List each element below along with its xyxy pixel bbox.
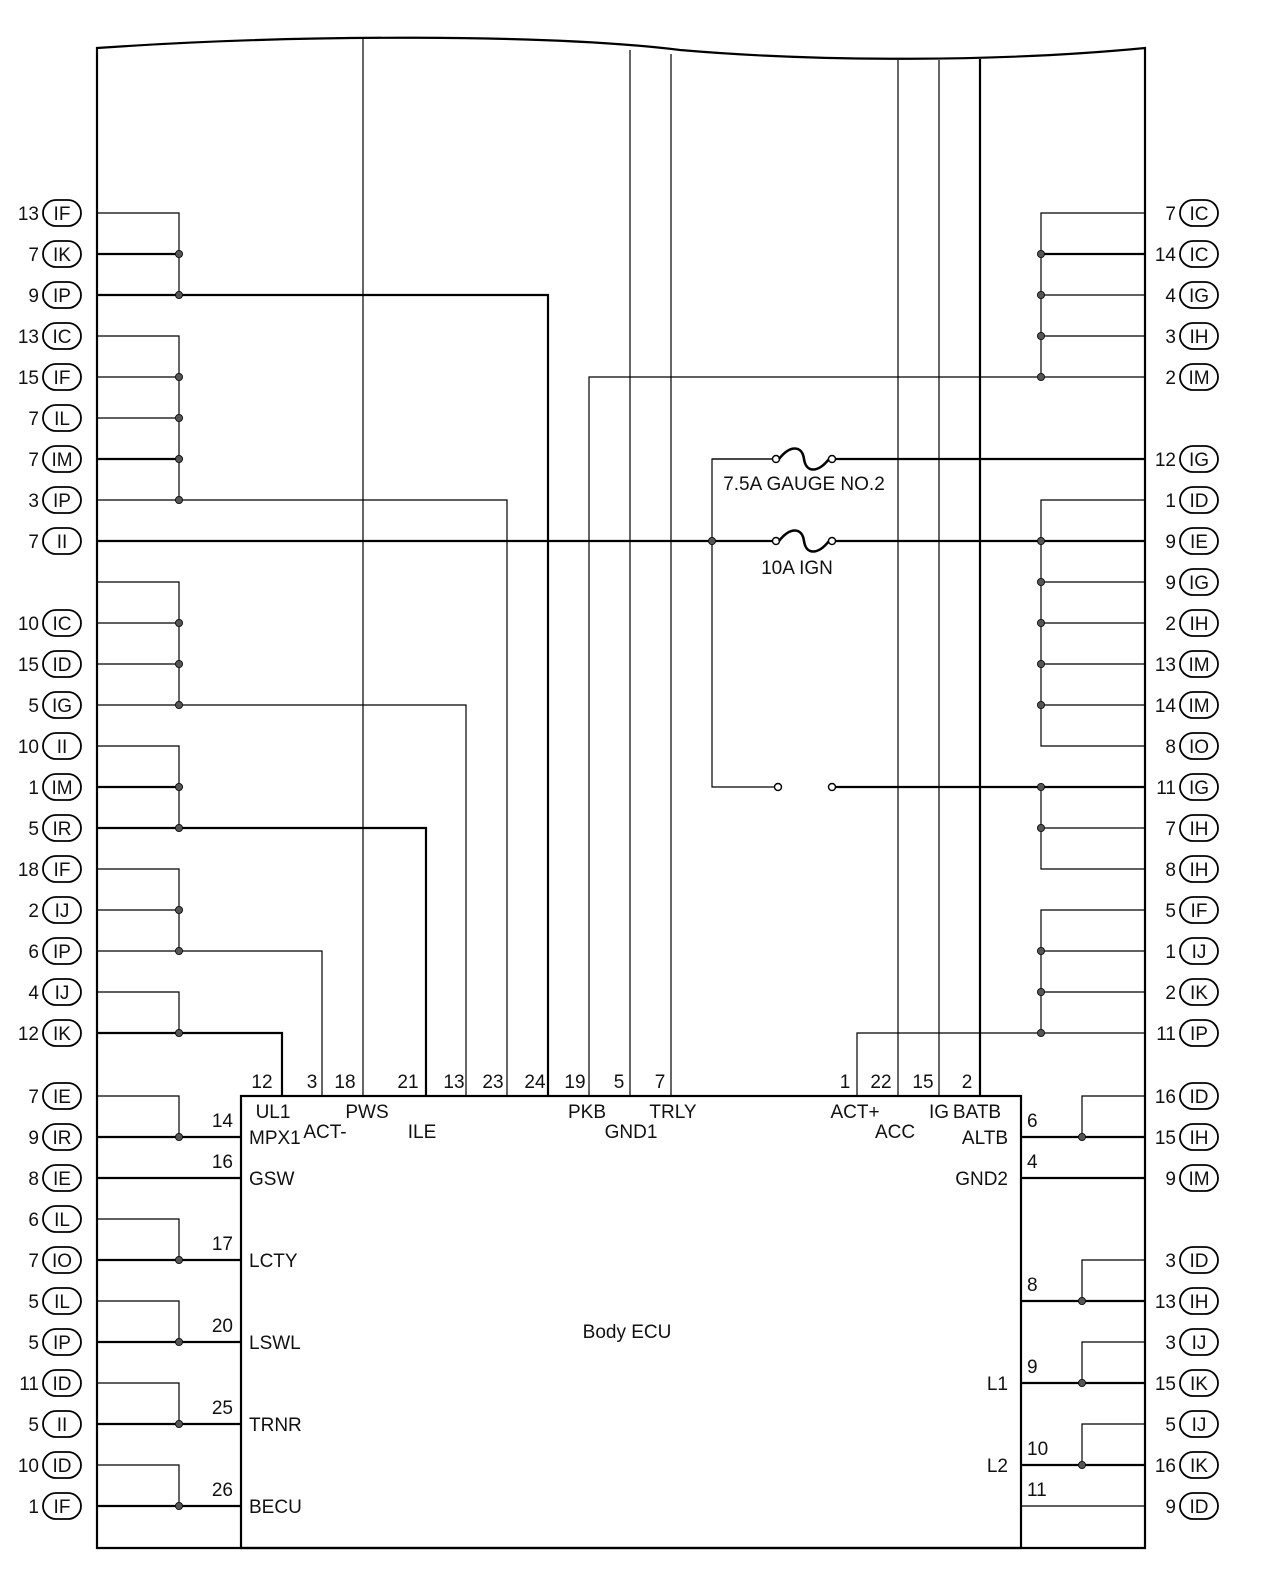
connector-right-4-IG	[1165, 282, 1218, 308]
connector-code: IP	[53, 286, 71, 307]
ecu-pin-number: 23	[482, 1072, 504, 1093]
connector-right-11-IP	[1156, 1020, 1218, 1046]
ecu-pin-name: GND1	[604, 1122, 658, 1143]
ecu-pin-number: 8	[1027, 1275, 1038, 1296]
connector-right-7-IC	[1165, 200, 1218, 226]
right-wiring	[589, 50, 1145, 1506]
fuse-gauge-label: 7.5A GAUGE NO.2	[723, 474, 885, 495]
ecu-pin-number: 5	[613, 1072, 625, 1093]
connector-code: IP	[1190, 1024, 1208, 1045]
connector-code: IC	[1189, 204, 1209, 225]
connector-pin: 9	[1165, 573, 1176, 594]
connector-right-11-IG	[1156, 774, 1218, 800]
connector-pin: 4	[28, 983, 39, 1004]
connector-code: IP	[53, 491, 71, 512]
connector-pin: 11	[1156, 778, 1176, 799]
connector-code: IM	[1188, 1169, 1210, 1190]
connector-pin: 5	[1165, 901, 1176, 922]
connector-code: IM	[51, 778, 73, 799]
connector-left-18-IF	[18, 856, 81, 882]
connector-code: IK	[53, 245, 71, 266]
connector-right-2-IK	[1165, 979, 1218, 1005]
connector-code: IM	[1188, 368, 1210, 389]
connector-left-4-IJ	[28, 979, 81, 1005]
connector-right-15-IH	[1155, 1124, 1218, 1150]
connector-code: IL	[54, 409, 70, 430]
connector-pin: 9	[28, 1128, 39, 1149]
connector-pin: 12	[17, 1024, 39, 1045]
connector-pin: 8	[28, 1169, 39, 1190]
connector-pin: 9	[28, 286, 39, 307]
connector-left-7-IE	[28, 1083, 81, 1109]
connector-pin: 7	[28, 409, 39, 430]
connector-right-14-IM	[1155, 692, 1218, 718]
connector-right-1-IJ	[1165, 938, 1218, 964]
connector-right-13-IH	[1155, 1288, 1218, 1314]
connector-code: IH	[1189, 327, 1209, 348]
connector-code: II	[56, 532, 68, 553]
ecu-pin-number: 22	[870, 1072, 892, 1093]
connector-right-12-IG	[1155, 446, 1218, 472]
connector-pin: 7	[28, 450, 39, 471]
ecu-pin-number: 6	[1027, 1111, 1038, 1132]
connector-code: IR	[52, 1128, 72, 1149]
connector-left-7-IL	[28, 405, 81, 431]
connector-left-11-ID	[19, 1370, 81, 1396]
ecu-pin-number: 18	[334, 1072, 356, 1093]
relay-switch-contacts	[775, 784, 836, 791]
connector-pin: 16	[1154, 1456, 1176, 1477]
connector-right-3-IH	[1165, 323, 1218, 349]
ecu-pin-number: 26	[211, 1480, 233, 1501]
connector-pin: 14	[1154, 245, 1176, 266]
ecu-pin-name: PKB	[567, 1102, 607, 1123]
ecu-pin-name: ACC	[874, 1122, 916, 1143]
ecu-pin-number: 7	[654, 1072, 666, 1093]
connector-left-9-IR	[28, 1124, 81, 1150]
connector-pin: 13	[17, 327, 39, 348]
connector-pin: 3	[28, 491, 39, 512]
connector-right-2-IH	[1165, 610, 1218, 636]
connector-left-10-ID	[18, 1452, 81, 1478]
connector-code: IG	[1188, 573, 1210, 594]
connector-pin: 10	[17, 614, 39, 635]
connector-code: IR	[52, 819, 72, 840]
connector-pin: 15	[17, 368, 39, 389]
ecu-pin-name: LSWL	[249, 1333, 301, 1354]
connector-code: IC	[52, 614, 72, 635]
connector-pin: 15	[1154, 1128, 1176, 1149]
ecu-pin-name: GSW	[249, 1169, 295, 1190]
ecu-pin-number: 10	[1027, 1439, 1049, 1460]
connector-code: IL	[54, 1210, 70, 1231]
fuse-ign	[712, 531, 836, 580]
ecu-pin-number: 4	[1027, 1152, 1038, 1173]
connector-pin: 5	[28, 1415, 39, 1436]
connector-code: IH	[1189, 1128, 1209, 1149]
connector-code: IK	[53, 1024, 71, 1045]
connector-right-8-IH	[1165, 856, 1218, 882]
connector-code: IM	[1188, 655, 1210, 676]
connector-left-3-IP	[28, 487, 81, 513]
connector-pin: 15	[17, 655, 39, 676]
connector-right-13-IM	[1155, 651, 1218, 677]
connector-pin: 5	[28, 1292, 39, 1313]
connector-left-7-IO	[28, 1247, 81, 1273]
connector-code: IF	[53, 368, 71, 389]
connector-pin: 8	[1165, 737, 1176, 758]
right-connector-list	[1155, 200, 1218, 1519]
connector-pin: 14	[1154, 696, 1176, 717]
connector-right-15-IK	[1155, 1370, 1218, 1396]
connector-pin: 2	[1165, 614, 1176, 635]
connector-code: IK	[1190, 1374, 1208, 1395]
ecu-pin-name: MPX1	[249, 1128, 301, 1149]
connector-code: IF	[53, 1497, 71, 1518]
connector-pin: 11	[1156, 1024, 1176, 1045]
connector-code: IP	[53, 942, 71, 963]
ecu-pin-name: ILE	[407, 1122, 437, 1143]
connector-pin: 4	[1165, 286, 1176, 307]
ecu-label: Body ECU	[582, 1322, 672, 1343]
connector-code: IJ	[1191, 942, 1207, 963]
connector-pin: 3	[1165, 1251, 1176, 1272]
connector-code: IC	[52, 327, 72, 348]
ecu-pin-number: 15	[912, 1072, 934, 1093]
connector-left-1-IM	[28, 774, 81, 800]
ecu-pin-number: 19	[564, 1072, 586, 1093]
connector-left-5-II	[28, 1411, 81, 1437]
connector-right-3-ID	[1165, 1247, 1218, 1273]
connector-code: ID	[1189, 491, 1209, 512]
connector-pin: 1	[28, 778, 39, 799]
connector-code: ID	[1189, 1251, 1209, 1272]
connector-left-5-IG	[28, 692, 81, 718]
ecu-pin-name: TRLY	[649, 1102, 697, 1123]
connector-right-3-IJ	[1165, 1329, 1218, 1355]
connector-right-16-IK	[1155, 1452, 1218, 1478]
connector-pin: 3	[1165, 1333, 1176, 1354]
connector-left-13-IC	[18, 323, 81, 349]
connector-pin: 1	[1165, 491, 1176, 512]
connector-pin: 2	[1165, 368, 1176, 389]
connector-left-7-II	[28, 528, 81, 554]
connector-code: IC	[1189, 245, 1209, 266]
connector-code: IE	[53, 1169, 71, 1190]
connector-left-15-ID	[18, 651, 81, 677]
connector-code: IF	[53, 204, 71, 225]
connector-code: IJ	[54, 901, 70, 922]
connector-right-9-ID	[1165, 1493, 1218, 1519]
connector-code: IH	[1189, 860, 1209, 881]
connector-code: IK	[1190, 983, 1208, 1004]
connector-code: IF	[1190, 901, 1208, 922]
connector-code: IK	[1190, 1456, 1208, 1477]
connector-pin: 18	[17, 860, 39, 881]
ecu-pin-name: L2	[986, 1456, 1008, 1477]
connector-pin: 7	[28, 1087, 39, 1108]
connector-code: IM	[51, 450, 73, 471]
connector-left-2-IJ	[28, 897, 81, 923]
connector-pin: 10	[17, 737, 39, 758]
connector-pin: 6	[28, 1210, 39, 1231]
connector-pin: 7	[28, 1251, 39, 1272]
ecu-pin-name: ALTB	[961, 1128, 1008, 1149]
ecu-pin-name: L1	[986, 1374, 1008, 1395]
ecu-pin-name: ACT+	[830, 1102, 880, 1123]
ecu-pin-number: 20	[211, 1316, 233, 1337]
connector-code: IH	[1189, 1292, 1209, 1313]
connector-pin: 5	[1165, 1415, 1176, 1436]
connector-right-9-IE	[1165, 528, 1218, 554]
ecu-pin-number: 17	[211, 1234, 233, 1255]
connector-left-9-IP	[28, 282, 81, 308]
ecu-pin-number: 13	[443, 1072, 465, 1093]
connector-left-10-II	[18, 733, 81, 759]
connector-right-9-IG	[1165, 569, 1218, 595]
connector-code: ID	[52, 655, 72, 676]
ecu-pin-name: BATB	[952, 1102, 1002, 1123]
connector-right-14-IC	[1155, 241, 1218, 267]
left-wiring	[97, 38, 712, 1506]
connector-left-8-IE	[28, 1165, 81, 1191]
connector-left-5-IP	[28, 1329, 81, 1355]
ecu-pin-number: 14	[211, 1111, 233, 1132]
connector-code: IJ	[1191, 1415, 1207, 1436]
connector-code: IE	[53, 1087, 71, 1108]
connector-code: IE	[1190, 532, 1208, 553]
connector-code: IG	[51, 696, 73, 717]
connector-left-15-IF	[18, 364, 81, 390]
left-connector-list	[18, 200, 81, 1519]
connector-code: IO	[51, 1251, 73, 1272]
connector-left-7-IM	[28, 446, 81, 472]
ecu-pin-number: 16	[211, 1152, 233, 1173]
connector-code: ID	[1189, 1497, 1209, 1518]
ecu-pin-number: 3	[306, 1072, 318, 1093]
connector-left-7-IK	[28, 241, 81, 267]
connector-code: IL	[54, 1292, 70, 1313]
connector-code: IH	[1189, 614, 1209, 635]
connector-code: IM	[1188, 696, 1210, 717]
connector-left-6-IP	[28, 938, 81, 964]
connector-pin: 13	[1154, 655, 1176, 676]
connector-pin: 7	[28, 245, 39, 266]
connector-right-16-ID	[1155, 1083, 1218, 1109]
connector-left-10-IC	[18, 610, 81, 636]
ecu-pin-name: BECU	[249, 1497, 302, 1518]
ecu-pin-number: 2	[961, 1072, 973, 1093]
connector-pin: 5	[28, 696, 39, 717]
connector-code: ID	[52, 1456, 72, 1477]
connector-right-1-ID	[1165, 487, 1218, 513]
connector-left-12-IK	[18, 1020, 81, 1046]
connector-pin: 9	[1165, 532, 1176, 553]
connector-pin: 2	[28, 901, 39, 922]
ecu-pin-name: UL1	[255, 1102, 291, 1123]
connector-left-5-IR	[28, 815, 81, 841]
connector-code: IO	[1188, 737, 1210, 758]
connector-code: IF	[53, 860, 71, 881]
connector-pin: 10	[17, 1456, 39, 1477]
connector-pin: 13	[17, 204, 39, 225]
ecu-pin-name: TRNR	[249, 1415, 302, 1436]
ecu-pin-number: 24	[524, 1072, 546, 1093]
connector-right-5-IJ	[1165, 1411, 1218, 1437]
ecu-pin-number: 11	[1027, 1480, 1047, 1501]
connector-pin: 5	[28, 1333, 39, 1354]
fuse-gauge	[712, 449, 885, 496]
connector-code: IG	[1188, 286, 1210, 307]
connector-pin: 5	[28, 819, 39, 840]
ecu-pin-number: 1	[839, 1072, 851, 1093]
ecu-pin-number: 25	[211, 1398, 233, 1419]
connector-left-6-IL	[28, 1206, 81, 1232]
connector-pin: 11	[19, 1374, 39, 1395]
ecu-pin-number: 12	[251, 1072, 273, 1093]
connector-pin: 9	[1165, 1497, 1176, 1518]
connector-pin: 3	[1165, 327, 1176, 348]
connector-pin: 15	[1154, 1374, 1176, 1395]
connector-pin: 12	[1154, 450, 1176, 471]
connector-pin: 7	[1165, 819, 1176, 840]
connector-pin: 1	[28, 1497, 39, 1518]
connector-pin: 13	[1154, 1292, 1176, 1313]
connector-pin: 9	[1165, 1169, 1176, 1190]
ecu-pin-name: IG	[928, 1102, 950, 1123]
connector-pin: 7	[28, 532, 39, 553]
connector-pin: 2	[1165, 983, 1176, 1004]
connector-pin: 16	[1154, 1087, 1176, 1108]
connector-code: IH	[1189, 819, 1209, 840]
connector-code: IJ	[1191, 1333, 1207, 1354]
connector-code: ID	[1189, 1087, 1209, 1108]
ecu-pin-name: GND2	[955, 1169, 1008, 1190]
ecu-pin-number: 9	[1027, 1357, 1038, 1378]
connector-right-7-IH	[1165, 815, 1218, 841]
ecu-pin-name: ACT-	[303, 1122, 347, 1143]
ecu-pin-name: LCTY	[249, 1251, 298, 1272]
connector-left-13-IF	[18, 200, 81, 226]
ecu-pin-name: PWS	[345, 1102, 389, 1123]
connector-pin: 7	[1165, 204, 1176, 225]
connector-code: IP	[53, 1333, 71, 1354]
connector-pin: 6	[28, 942, 39, 963]
connector-right-8-IO	[1165, 733, 1218, 759]
connector-code: IG	[1188, 778, 1210, 799]
connector-right-5-IF	[1165, 897, 1218, 923]
connector-pin: 8	[1165, 860, 1176, 881]
fuse-ign-label: 10A IGN	[761, 558, 833, 579]
connector-code: II	[56, 737, 68, 758]
connector-code: IJ	[54, 983, 70, 1004]
connector-pin: 1	[1165, 942, 1176, 963]
connector-left-1-IF	[28, 1493, 81, 1519]
ecu-pin-labels	[212, 1072, 1048, 1518]
connector-left-5-IL	[28, 1288, 81, 1314]
connector-right-9-IM	[1165, 1165, 1218, 1191]
connector-code: ID	[52, 1374, 72, 1395]
connector-code: II	[56, 1415, 68, 1436]
connector-code: IG	[1188, 450, 1210, 471]
ecu-pin-number: 21	[397, 1072, 419, 1093]
connector-right-2-IM	[1165, 364, 1218, 390]
